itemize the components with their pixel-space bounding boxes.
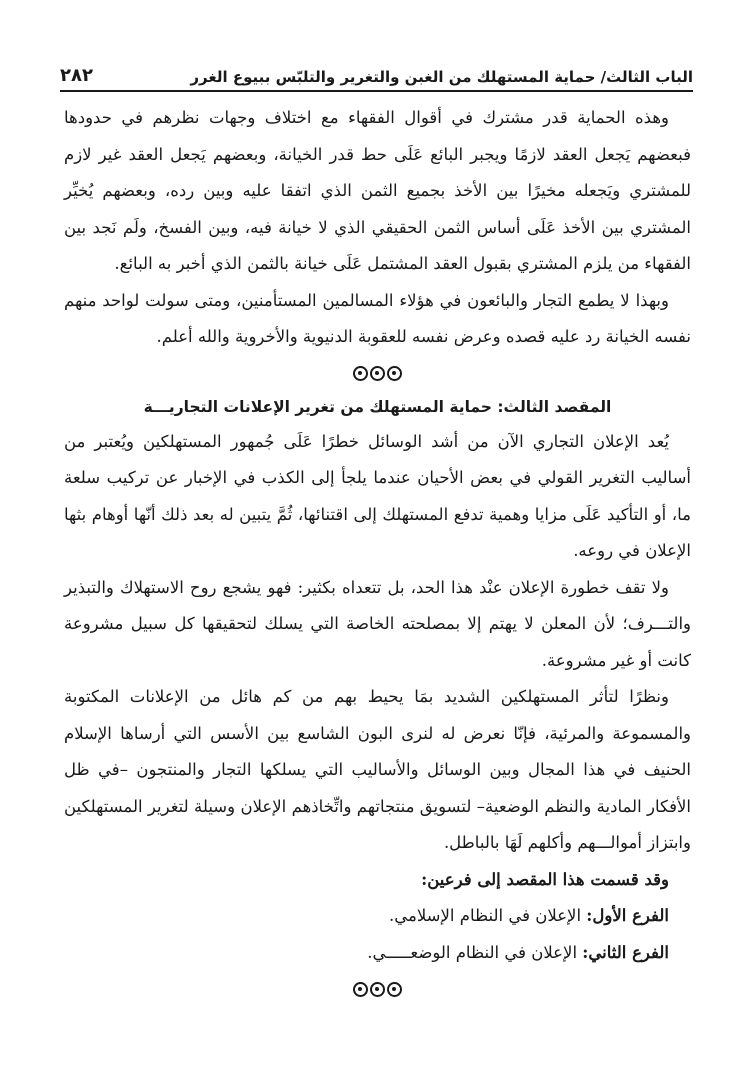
flower-icon [370,366,385,381]
branch-item [64,898,691,935]
page-number: ٢٨٢ [60,65,93,86]
body-paragraph: يُعد الإعلان التجاري الآن من أشد الوسائل خطرًا عَلَى جُمهور المستهلكين ويُعتبر من أساليب التغرير القولي في بعض الأحيان عندما يلجأ إلى الكذب في الإخبار عن تركيب سلعة ما، أو التأكيد عَلَى مزايا وهمية تدفع المستهلك إلى اقتنائها، ثُمَّ يتبين له بعد ذلك أنّها أوهام بثها الإعلان في روعه. [64,431,691,560]
ornament-divider [64,971,691,1005]
body-paragraph: ونظرًا لتأثر المستهلكين الشديد بمَا يحيط بهم من كم هائل من الإعلانات المكتوبة والمسموعة والمرئية، فإنّا نعرض له لنرى البون الشاسع بين الأسس التي أرساها الإسلام الحنيف في هذا المجال وبين الوسائل والأساليب التي يسلكها التجار والمنتجون –في ظل الأفكار المادية والنظم الوضعية– لتسويق منتجاتهم واتِّخاذهم الإعلان وسيلة لتغرير المستهلكين وابتزاز أموالـــهم وأكلهم لَهَا بالباطل. [64,687,691,852]
running-title: الباب الثالث/ حماية المستهلك من الغبن والتغرير والتلبّس ببيوع الغرر [190,68,693,86]
body-paragraph: وهذه الحماية قدر مشترك في أقوال الفقهاء مع اختلاف وجهات نظرهم في حدودها فبعضهم يَجعل العقد لازمًا ويجبر البائع عَلَى حط قدر الخيانة، وبعضهم يَجعل العقد غير لازم للمشتري ويَجعله مخيرًا بين الأخذ بجميع الثمن الذي اتفقا عليه وبين رده، وبعضهم يُخيِّر المشتري بين الأخذ عَلَى أساس الثمن الحقيقي الذي لا خيانة فيه، وبين الفسخ، ولَم نَجد بين الفقهاء من يلزم المشتري بقبول العقد المشتمل عَلَى خيانة بالثمن الذي أخبر به البائع. [64,108,691,273]
branch-text: الإعلان في النظام الإسلامي. [389,906,582,925]
body-paragraph: ولا تقف خطورة الإعلان عنْد هذا الحد، بل تتعداه بكثير: فهو يشجع روح الاستهلاك والتبذير والتـــرف؛ لأن المعلن لا يهتم إلا بمصلحته الخاصة التي يسلك لتحقيقها كل سبيل مشروعة كانت أو غير مشروعة. [64,577,691,670]
branch-label: الفرع الأول: [586,906,669,925]
page-body [64,100,691,1005]
flower-icon [353,982,368,997]
flower-icon [353,366,368,381]
flower-icon [370,982,385,997]
running-header [60,56,693,92]
branch-item [64,935,691,972]
body-paragraph: وبهذا لا يطمع التجار والبائعون في هؤلاء المسالمين المستأمنين، ومتى سولت لواحد منهم نفسه الخيانة رد عليه قصده وعرض نفسه للعقوبة الدنيوية والأخروية والله أعلم. [64,290,691,346]
flower-icon [387,982,402,997]
division-intro: وقد قسمت هذا المقصد إلى فرعين: [421,869,669,889]
branch-text: الإعلان في النظام الوضعـــــي. [367,942,578,962]
ornament-divider [64,356,691,390]
flower-icon [387,366,402,381]
section-heading: المقصد الثالث: حماية المستهلك من تغرير الإعلانات التجاريـــة [143,397,612,416]
branch-label: الفرع الثاني: [582,942,669,962]
